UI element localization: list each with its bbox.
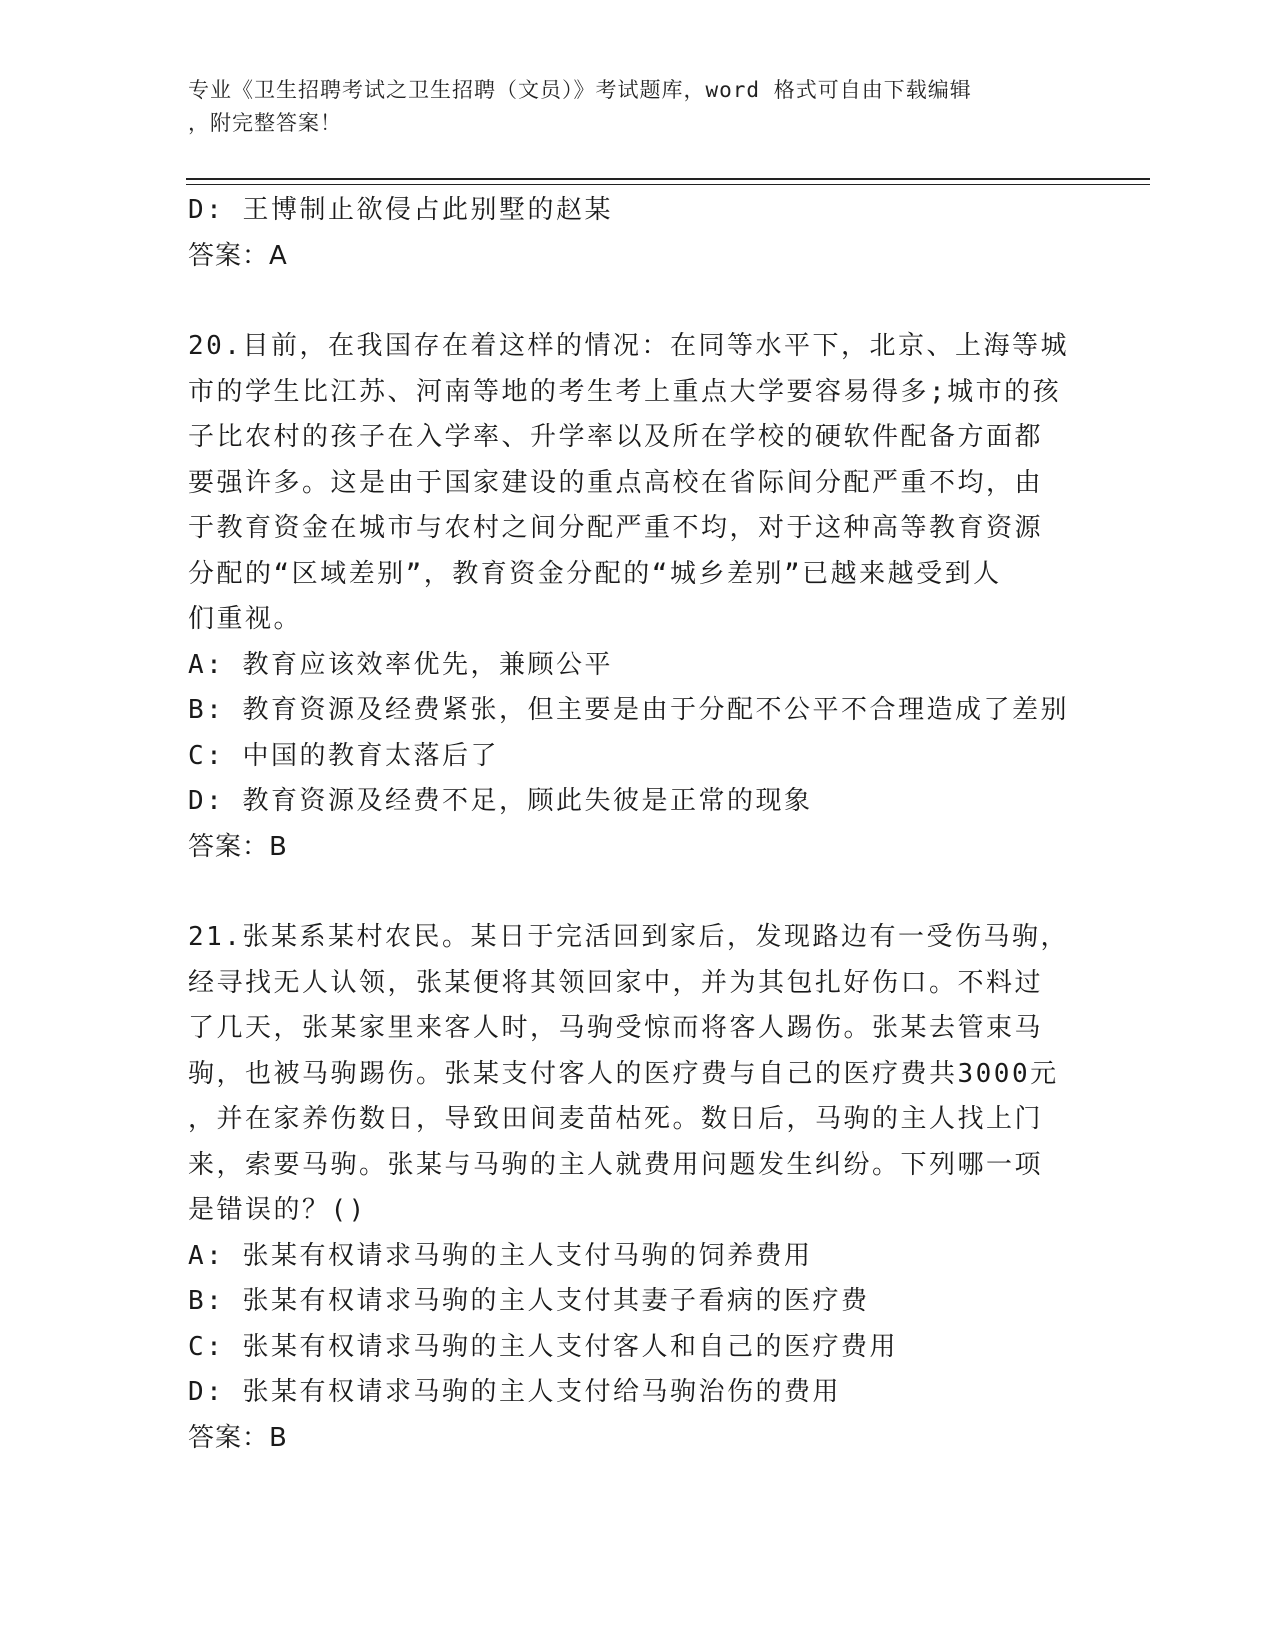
- question-line: 来，索要马驹。张某与马驹的主人就费用问题发生纠纷。下列哪一项: [188, 1149, 1044, 1180]
- option-d: D: 教育资源及经费不足，顾此失彼是正常的现象: [188, 786, 813, 816]
- answer: 答案：B: [188, 831, 288, 862]
- option-c: C: 张某有权请求马驹的主人支付客人和自己的医疗费用: [188, 1331, 898, 1362]
- answer: 答案：B: [188, 1422, 288, 1453]
- question-line: ，并在家养伤数日，导致田间麦苗枯死。数日后，马驹的主人找上门: [188, 1104, 1044, 1134]
- question-line: 20.目前，在我国存在着这样的情况：在同等水平下，北京、上海等城: [188, 331, 1069, 361]
- question-20: [188, 324, 1088, 870]
- question-21: [188, 915, 1088, 1461]
- question-line: 分配的“区域差别”，教育资金分配的“城乡差别”已越来越受到人: [188, 558, 1002, 589]
- header-rule-thin: [186, 184, 1150, 185]
- spacer: [188, 279, 1088, 324]
- question-line: 是错误的？(): [188, 1195, 367, 1225]
- header-line-1: 专业《卫生招聘考试之卫生招聘（文员）》考试题库，word 格式可自由下载编辑: [188, 78, 972, 102]
- document-body: [188, 188, 1088, 1461]
- spacer: [188, 870, 1088, 915]
- document-header: [188, 74, 1088, 140]
- question-line: 要强许多。这是由于国家建设的重点高校在省际间分配严重不均，由: [188, 467, 1044, 498]
- prev-question: [188, 188, 1088, 279]
- question-line: 21.张某系某村农民。某日于完活回到家后，发现路边有一受伤马驹，: [188, 922, 1069, 952]
- option-c: C: 中国的教育太落后了: [188, 740, 499, 771]
- option-a: A: 教育应该效率优先，兼顾公平: [188, 649, 613, 680]
- question-line: 驹，也被马驹踢伤。张某支付客人的医疗费与自己的医疗费共3000元: [188, 1058, 1059, 1089]
- option-b: B: 教育资源及经费紧张，但主要是由于分配不公平不合理造成了差别: [188, 695, 1069, 725]
- header-line-2: ，附完整答案！: [188, 111, 342, 135]
- question-stem: [188, 915, 1088, 1234]
- question-line: 了几天，张某家里来客人时，马驹受惊而将客人踢伤。张某去管束马: [188, 1013, 1044, 1043]
- option-a: A: 张某有权请求马驹的主人支付马驹的饲养费用: [188, 1240, 813, 1271]
- header-rule-thick: [186, 178, 1150, 180]
- option-b: B: 张某有权请求马驹的主人支付其妻子看病的医疗费: [188, 1286, 870, 1316]
- question-stem: [188, 324, 1088, 643]
- question-line: 市的学生比江苏、河南等地的考生考上重点大学要容易得多;城市的孩: [188, 376, 1062, 407]
- option-d: D: 王博制止欲侵占此别墅的赵某: [188, 195, 613, 225]
- question-line: 于教育资金在城市与农村之间分配严重不均，对于这种高等教育资源: [188, 513, 1044, 543]
- question-line: 经寻找无人认领，张某便将其领回家中，并为其包扎好伤口。不料过: [188, 967, 1044, 998]
- question-line: 子比农村的孩子在入学率、升学率以及所在学校的硬软件配备方面都: [188, 422, 1044, 452]
- answer: 答案：A: [188, 240, 288, 271]
- option-d: D: 张某有权请求马驹的主人支付给马驹治伤的费用: [188, 1377, 841, 1407]
- question-line: 们重视。: [188, 604, 303, 634]
